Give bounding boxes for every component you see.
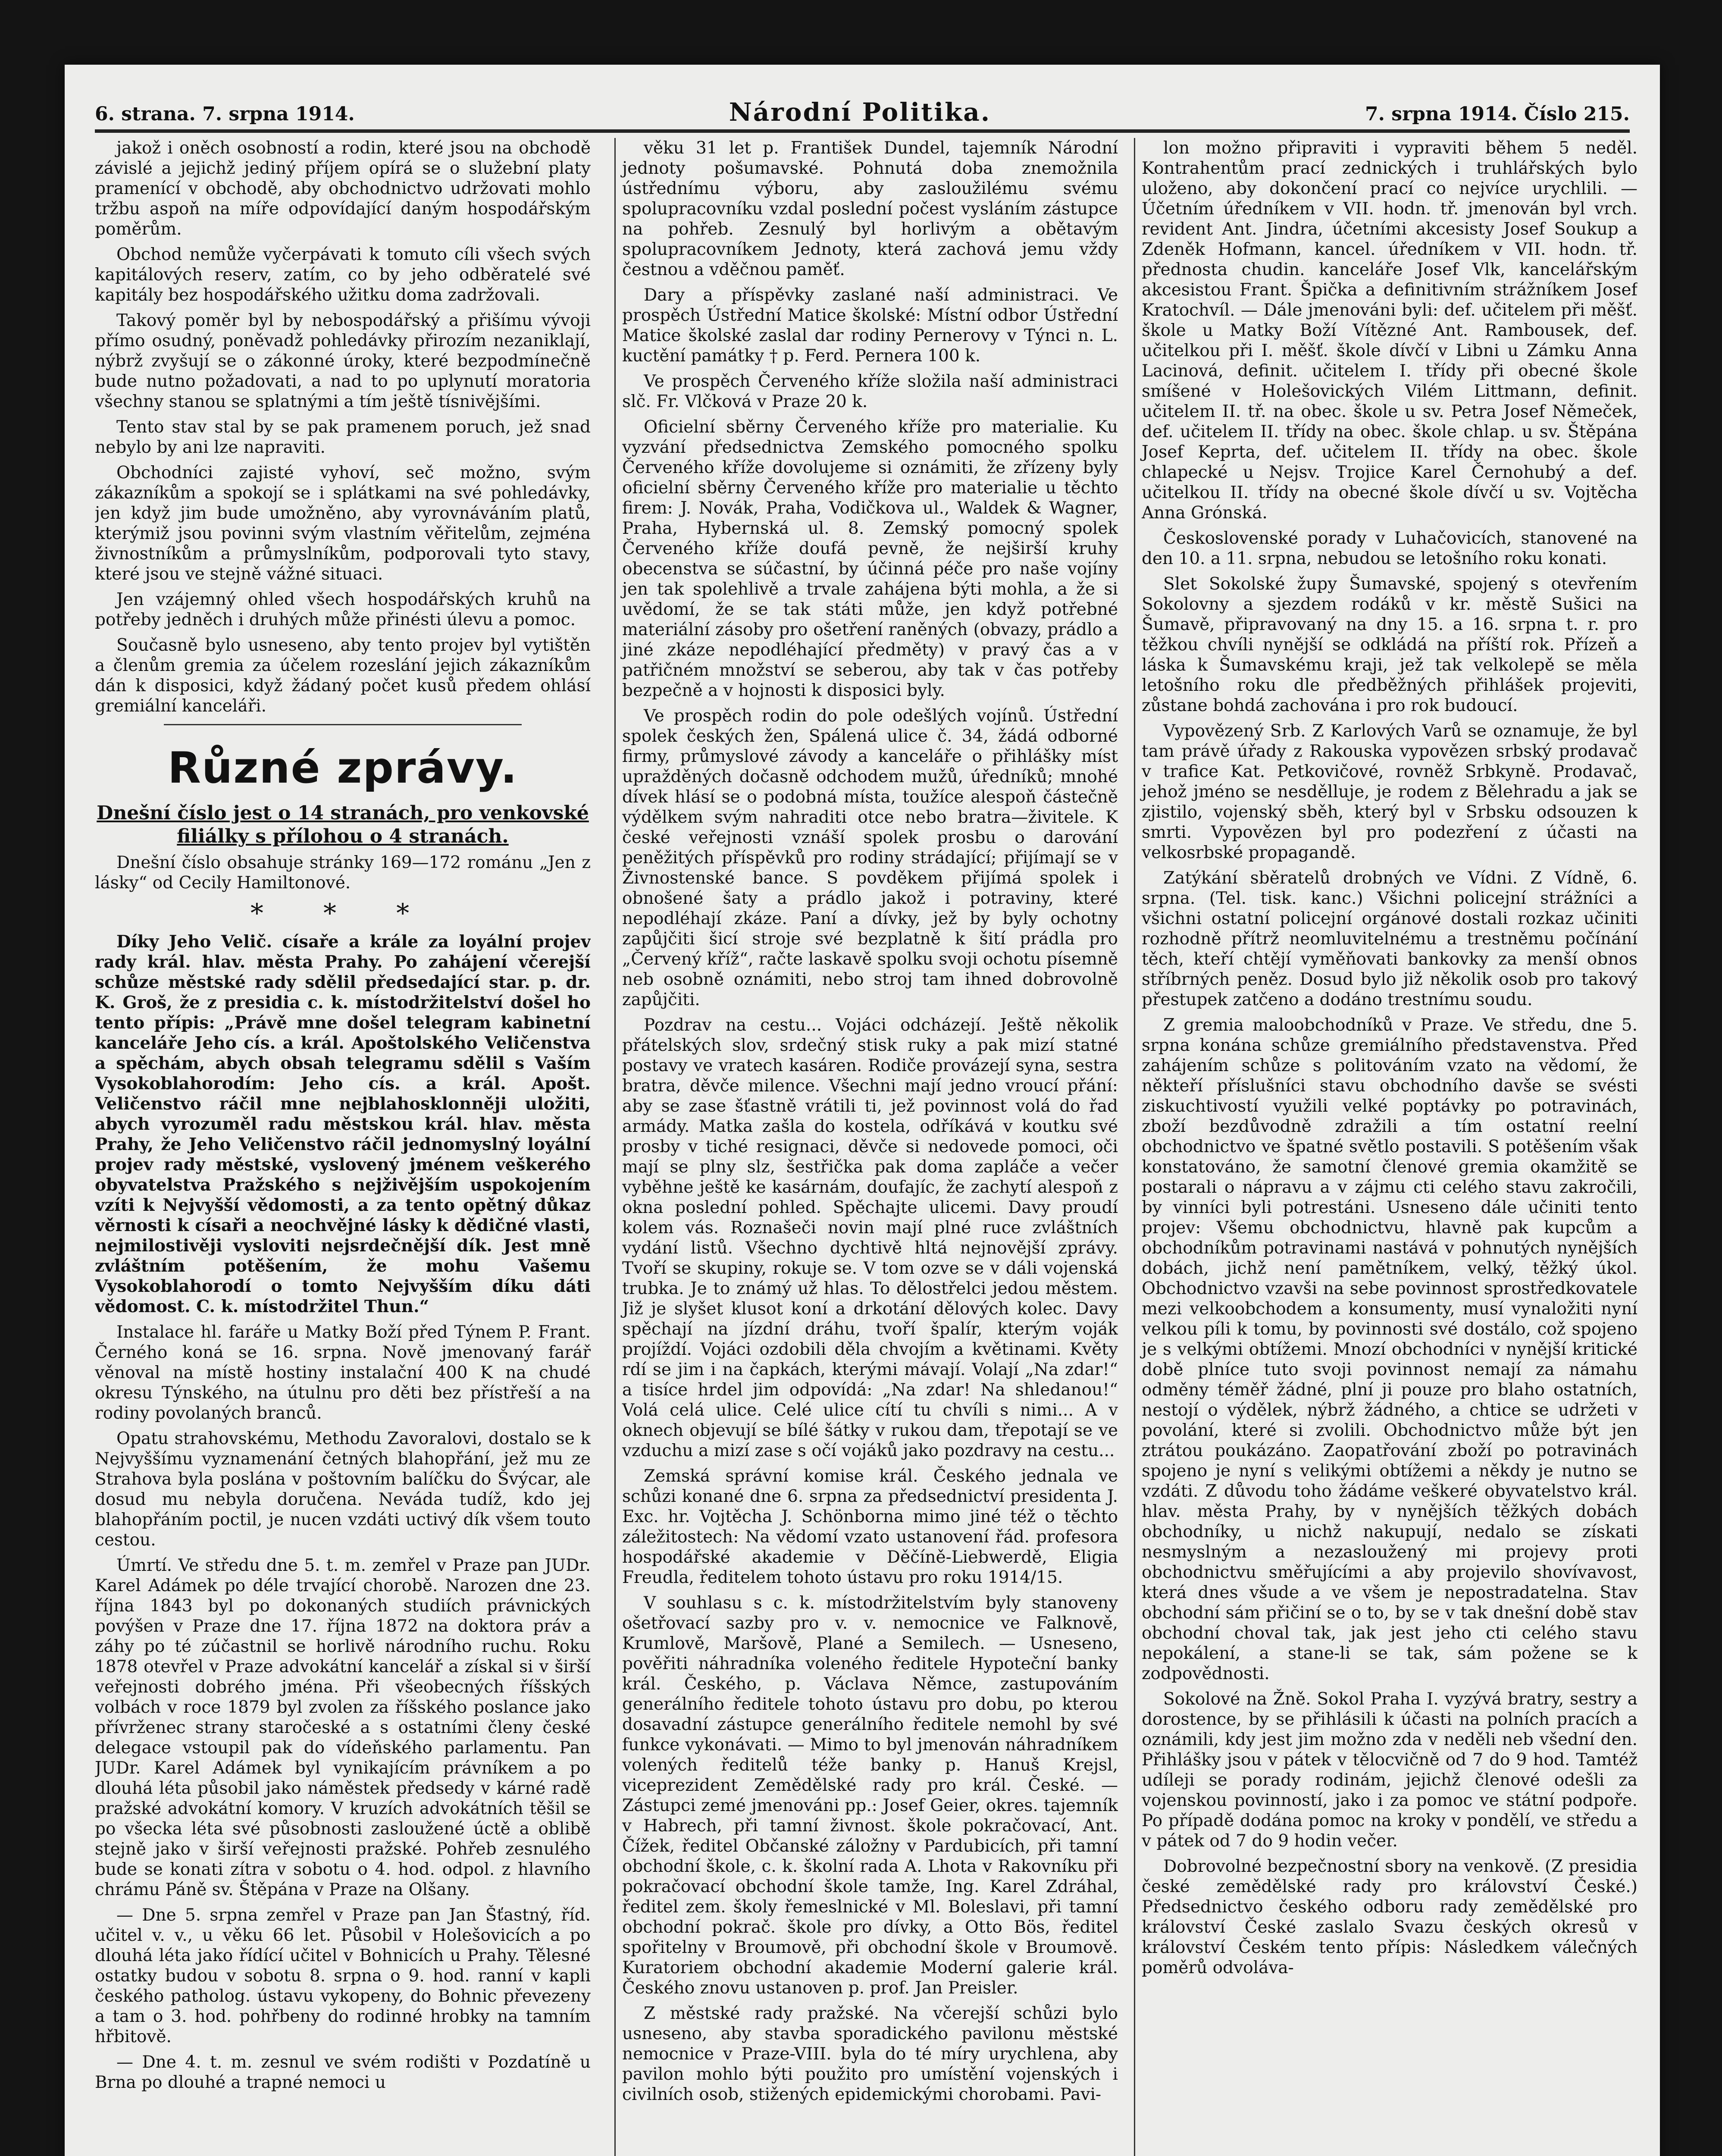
news-item: V souhlasu s c. k. místodržitelstvím byly stanoveny ošetřovací sazby pro v. v. nemocnice ve Falknově, Krumlově, Maršově, Plané a Semilech. — Usneseno, pověřiti náhradníka voleného ředitele Hypoteční banky král. Českého, p. Václava Němce, zastupováním generálního ředitele tohoto ústavu pro dobu, po kterou dosavadní zástupce generálního ředitele nemohl by své funkce vykonávati. — Mimo to byl jmenován náhradníkem volených ředitelů téže banky p. Hanuš Krejsl, viceprezident Zemědělské rady pro král. České. — Zástupci zemé jmenováni pp.: Josef Geier, okres. tajemník v Habrech, při tamní živnost. škole pokračovací, Ant. Čížek, ředitel Občanské záložny v Pardubicích, při tamní obchodní škole, c. k. školní rada A. Lhota v Rakovníku při pokračovací obchodní škole tamže, Ing. Karel Zdráhal, ředitel zem. školy řemeslnické v Ml. Boleslavi, při tamní obchodní pokrač. škole pro dívky, a Otto Bös, ředitel spořitelny v Broumově, při obchodní škole v Broumově. Kuratoriem obchodní akademie Moderní galerie král. Českého znovu ustanoven p. prof. Jan Preisler. bbox=[622, 1593, 1118, 1998]
news-item: Dobrovolné bezpečnostní sbory na venkově. (Z presidia české zemědělské rady pro království České.) Předsednictvo českého odboru rady zemědělské pro království České zaslalo Svazu českých okresů v království Českém tento přípis: Následkem válečných poměrů odvoláva- bbox=[1142, 1857, 1637, 1977]
section-title: Různé zprávy. bbox=[168, 743, 518, 793]
news-item: — Dne 5. srpna zemřel v Praze pan Jan Šťastný, říd. učitel v. v., u věku 66 let. Působil v Holešovicích a po dlouhá léta jako řídící učitel v Bohnicích u Prahy. Tělesné ostatky budou v sobotu 8. srpna o 9. hod. ranní v kapli českého patholog. ústavu vykopeny, do Bohnic převezeny a tam o 3. hod. pohřbeny do rodinné hrobky na tamním hřbitově. bbox=[95, 1905, 591, 2046]
article-paragraph: Jen vzájemný ohled všech hospodářských kruhů na potřeby jedněch i druhých může přinésti úlevu a pomoc. bbox=[95, 590, 591, 630]
news-item: Vypovězený Srb. Z Karlových Varů se oznamuje, že byl tam právě úřady z Rakouska vypovězen srbský prodavač v trafice Kat. Petkovičové, rovněž Srbkyně. Prodavač, jehož jméno se nesdělluje, je rodem z Bělehradu a jak se zjistilo, vojenský sběh, který byl v Srbsku odsouzen k smrti. Vypovězen byl pro podezření z účasti na velkosrbské propagandě. bbox=[1142, 721, 1637, 862]
news-item: — Dne 4. t. m. zesnul ve svém rodišti v Pozdatíně u Brna po dlouhé a trapné nemoci u bbox=[95, 2053, 591, 2092]
news-item: Oficielní sběrny Červeného kříže pro materialie. Ku vyzvání předsednictva Zemského pomocného spolku Červeného kříže dovolujeme si oznámiti, že zřízeny byly oficielní sběrny Červeného kříže pro materialie u těchto firem: J. Novák, Praha, Vodičkova ul., Waldek & Wagner, Praha, Hybernská ul. 8. Zemský pomocný spolek Červeného kříže doufá pevně, že nejširší kruhy obecenstva se súčastní, by účinná péče pro naše vojíny jen tak spolehlivě a trvale zahájena býti mohla, a že si uvědomí, že se tak státi může, jen když potřebné materiální zásoby pro ošetření raněných (obvazy, prádlo a jiné zkáze nepodléhající předměty) v pravý čas a v patřičném množství se seberou, aby tak v čas potřeby bezpečně a v hojnosti k disposici byly. bbox=[622, 417, 1118, 700]
news-item: Československé porady v Luhačovicích, stanovené na den 10. a 11. srpna, nebudou se letošního roku konati. bbox=[1142, 529, 1637, 568]
divider bbox=[164, 724, 522, 725]
news-item: Úmrtí. Ve středu dne 5. t. m. zemřel v Praze pan JUDr. Karel Adámek po déle trvající chorobě. Narozen dne 23. října 1843 byl po dokonaných studiích právnických povýšen v Praze dne 17. října 1872 na doktora práv a záhy po té zúčastnil se horlivě národního ruchu. Roku 1878 otevřel v Praze advokátní kancelář a získal si v širší veřejnosti dobrého jména. Při všeobecných říšských volbách v roce 1879 byl zvolen za říšského poslance jako přívrženec strany staročeské a s ostatními členy české delegace vstoupil pak do vídeňského parlamentu. Pan JUDr. Karel Adámek byl vynikajícím právníkem a po dlouhá léta působil jako náměstek předsedy v kárné radě pražské advokátní komory. V kruzích advokátních těšil se po všecka léta své působnosti zasloužené úctě a oblibě stejně jako v širší veřejnosti pražské. Pohřeb zesnulého bude se konati zítra v sobotu o 4. hod. odpol. z hlavního chrámu Páně sv. Štěpána v Praze na Olšany. bbox=[95, 1556, 591, 1899]
news-item: Díky Jeho Velič. císaře a krále za loyální projev rady král. hlav. města Prahy. Po zahájení včerejší schůze městské rady sdělil předsedající star. p. dr. K. Groš, že z presidia c. k. místodržitelství došel ho tento přípis: „Právě mne došel telegram kabinetní kanceláře Jeho cís. a král. Apoštolského Veličenstva a spěchám, abych obsah telegramu sdělil s Vaším Vysokoblahorodím: Jeho cís. a král. Apošt. Veličenstvo ráčil mne nejblahosklonněji uložiti, abych vyrozuměl radu městskou král. hlav. města Prahy, že Jeho Veličenstvo ráčil jednomyslný loyální projev rady městské, vyslovený jménem veškerého obyvatelstva Pražského s nejživějším uspokojením vzíti k Nejvyšší vědomosti, a za tento opětný důkaz věrnosti k císaři a neochvějné lásky k dědičné vlasti, nejmilostivěji vysloviti nejsrdečnější dík. Jest mně zvláštním potěšením, že mohu Vašemu Vysokoblahorodí o tomto Nejvyšším díku dáti vědomost. C. k. místodržitel Thun.“ bbox=[95, 932, 591, 1316]
article-paragraph: Současně bylo usneseno, aby tento projev byl vytištěn a členům gremia za účelem rozeslání jejich zákazníkům dán k disposici, když žádaný počet kusů předem ohlásí gremiální kanceláři. bbox=[95, 636, 591, 716]
column-3 bbox=[1134, 138, 1637, 2156]
article-paragraph: Tento stav stal by se pak pramenem poruch, jež snad nebylo by ani lze napraviti. bbox=[95, 417, 591, 457]
newspaper-page bbox=[65, 65, 1660, 2156]
column-2 bbox=[614, 138, 1118, 2156]
issue-date-number: 7. srpna 1914. Číslo 215. bbox=[1365, 103, 1630, 125]
news-item: lon možno připraviti i vypraviti během 5 neděl. Kontrahentům prací zednických i truhlářských bylo uloženo, aby dokončení prací co nejvíce urychlili. — Účetním úředníkem v VII. hodn. tř. jmenován byl vrch. revident Ant. Jindra, účetními akcesisty Josef Soukup a Zdeněk Hofmann, kancel. úředníkem v VII. hodn. tř. přednosta chudin. kanceláře Josef Vlk, kancelářským akcesistou Frant. Špička a definitivním strážníkem Josef Kratochvíl. — Dále jmenováni byli: def. učitelem při měšť. škole u Matky Boží Vítězné Ant. Rambousek, def. učitelkou při I. měšť. škole dívčí v Libni u Zámku Anna Lacinová, definit. učitelem I. třídy při obecné škole smíšené v Holešovických Vilém Littmann, definit. učitelem II. tř. na obec. škole u sv. Petra Josef Němeček, def. učitelem II. třídy na obec. škole chlap. u sv. Štěpána Josef Keprta, def. učitelem II. třídy na obec. škole chlapecké u Nejsv. Trojice Karel Černohubý a def. učitelkou II. třídy na obecné škole dívčí u sv. Vojtěcha Anna Grónská. bbox=[1142, 138, 1637, 523]
news-item: Zatýkání sběratelů drobných ve Vídni. Z Vídně, 6. srpna. (Tel. tisk. kanc.) Všichni policejní strážníci a všichni ostatní policejní orgánové dostali rozkaz učiniti rozhodně přítrž neomluvitelnému a trestněmu počínání těch, kteří chtějí vyměňovati bankovky za menší obnos stříbrných peněz. Dosud bylo již několik osob pro takový přestupek zatčeno a dodáno trestnímu soudu. bbox=[1142, 868, 1637, 1009]
news-item: Zemská správní komise král. Českého jednala ve schůzi konané dne 6. srpna za předsednictví presidenta J. Exc. hr. Vojtěcha J. Schönborna mimo jiné též o těchto záležitostech: Na vědomí vzato ustanovení řád. profesora hospodářské akademie v Děčíně-Liebwerdě, Eligia Freudla, ředitelem tohoto ústavu pro roku 1914/15. bbox=[622, 1467, 1118, 1587]
article-paragraph: Takový poměr byl by nebospodářský a přišímu vývoji přímo osudný, poněvadž pohledávky přirozím nezaniklají, nýbrž zvyšují se o zákonné úroky, které bezpodmínečně bude nutno požadovati, a nad to po uplynutí moratoria všechny stanou se splatnými a tím ještě tísnivějšími. bbox=[95, 311, 591, 411]
news-item: Dary a příspěvky zaslané naší administraci. Ve prospěch Ústřední Matice školské: Místní odbor Ústřední Matice školské zaslal dar rodiny Pernerovy v Týnci n. L. kuctění památky † p. Ferd. Pernera 100 k. bbox=[622, 285, 1118, 366]
news-item: Z městské rady pražské. Na včerejší schůzi bylo usneseno, aby stavba sporadického pavilonu městské nemocnice v Praze-VIII. byla do té míry urychlena, aby pavilon mohlo býti použito pro umístění vojenských i civilních osob, stižených epidemickými chorobami. Pavi- bbox=[622, 2004, 1118, 2104]
news-item: Pozdrav na cestu... Vojáci odcházejí. Ještě několik přátelských slov, srdečný stisk ruky a pak mizí statné postavy ve vratech kasáren. Rodiče provázejí syna, sestra bratra, děvče milence. Všechni mají jedno vroucí přání: aby se zase šťastně vrátili ti, jež povinnost volá do řad armády. Matka zašla do kostela, odříkává v koutku své prosby v tiché resignaci, děvče si nedovede pomoci, oči mají se plny slz, šestřička pak doma zapláče a večer vyběhne ještě ke kasárnám, doufajíc, že zachytí alespoň z okna poslední pohled. Spěchajte ulicemi. Davy proudí kolem vás. Roznašeči novin mají plné ruce zvláštních vydání listů. Všechno dychtivě hltá nejnovější zprávy. Tvoří se skupiny, rokuje se. V tom ozve se v dáli vojenská trubka. Je to známý už hlas. To dělostřelci jedou městem. Již je slyšet klusot koní a drkotání dělových kolec. Davy spěchají na jízdní dráhu, tvoří špalír, kterým voják projíždí. Vojáci ozdobili děla chvojím a květinami. Květy rdí se jim i na čapkách, kterými mávají. Volají „Na zdar!“ a tisíce hrdel jim odpovídá: „Na zdar! Na shledanou!“ Volá celá ulice. Celé ulice cítí tu chvíli s nimi... A v oknech objevují se bílé šátky v rukou dam, třepotají se ve vzduchu a mizí zase s očí vojáků jako pozdravy na cestu... bbox=[622, 1015, 1118, 1460]
asterism: * * * bbox=[250, 898, 435, 928]
article-paragraph: Obchodníci zajisté vyhoví, seč možno, svým zákazníkům a spokojí se i splátkami na své pohledávky, jen když jim bude umožněno, aby vyrovnáváním platů, kterýmiž jsou povinni svým vlastním věřitelům, zejména živnostníkům a průmyslníkům, podporovali tyto stavy, které jsou ve stejně vážné situaci. bbox=[95, 463, 591, 584]
news-item: věku 31 let p. František Dundel, tajemník Národní jednoty pošumavské. Pohnutá doba znemožnila ústřednímu výboru, aby zasloužilému svému spolupracovníku vzdal poslední počest vysláním zástupce na pohřeb. Zesnulý byl horlivým a obětavým spolupracovníkem Jednoty, která zachová jemu vždy čestnou a vděčnou paměť. bbox=[622, 138, 1118, 279]
news-item: Opatu strahovskému, Methodu Zavoralovi, dostalo se k Nejvyššímu vyznamenání četných blahopřání, jež mu ze Strahova byla poslána v poštovním balíčku do Švýcar, ale dosud mu nebyla doručena. Neváda tudíž, kdo jej blahopřáním poctil, je nucen vzdáti uctivý dík všem touto cestou. bbox=[95, 1429, 591, 1550]
news-item: Slet Sokolské župy Šumavské, spojený s otevřením Sokolovny a sjezdem rodáků v kr. městě Sušici na Šumavě, připravovaný na dny 15. a 16. srpna t. r. pro těžkou chvíli nynější se odkládá na příští rok. Přízeň a láska k Šumavskému kraji, jež tak velkolepě se měla letošního roku dle předběžných přihlášek projeviti, zůstane bohdá zachována i pro rok budoucí. bbox=[1142, 574, 1637, 715]
article-paragraph: Obchod nemůže vyčerpávati k tomuto cíli všech svých kapitálových reserv, zatím, co by jeho odběratelé své kapitály bez hospodářského užitku doma zadržovali. bbox=[95, 245, 591, 305]
news-item: Ve prospěch Červeného kříže složila naší administraci slč. Fr. Vlčková v Praze 20 k. bbox=[622, 372, 1118, 411]
news-item: Sokolové na Žně. Sokol Praha I. vyzývá bratry, sestry a dorostence, by se přihlásili k účasti na polních pracích a oznámili, kdy jest jim možno zda v neděli neb všední den. Přihlášky jsou v pátek v tělocvičně od 7 do 9 hod. Tamtéž udíleji se porady rodinám, jejichž členové odešli za vojenskou povinností, jako i za pomoc ve státní podpoře. Po případě dodána pomoc na kroky v pondělí, ve středu a v pátek od 7 do 9 hodin večer. bbox=[1142, 1689, 1637, 1851]
news-item: Instalace hl. faráře u Matky Boží před Týnem P. Frant. Černého koná se 16. srpna. Nově jmenovaný farář věnoval na místě hostiny instalační 400 K na chudé okresu Týnského, na útulnu pro děti bez přístřeší a na rodiny povolaných branců. bbox=[95, 1322, 591, 1423]
novel-notice: Dnešní číslo obsahuje stránky 169—172 románu „Jen z lásky“ od Cecily Hamiltonové. bbox=[95, 853, 591, 893]
article-paragraph: jakož i oněch osobností a rodin, které jsou na obchodě závislé a jejichž jediný příjem opírá se o služební platy pramenící v obchodě, aby obchodnictvo udržovati mohlo tržbu aspoň na míře odpovídající daným hospodářským poměrům. bbox=[95, 138, 591, 239]
issue-notice: Dnešní číslo jest o 14 stranách, pro venkovské filiálky s přílohou o 4 stranách. bbox=[97, 802, 589, 847]
news-item: Ve prospěch rodin do pole odešlých vojínů. Ústřední spolek českých žen, Spálená ulice č. 34, žádá odborné firmy, průmyslové závody a kanceláře o přihlášky míst upražděných dočasně odchodem mužů, úředníků; mnohé dívek hlásí se o podobná místa, toužíce alespoň částečně výdělkem svým nahraditi otce nebo bratra—živitele. K české veřejnosti vznáší spolek prosbu o darování peněžitých příspěvků pro rodiny strádající; přijímají se v Živnostenské bance. S povděkem přijímá spolek i obnošené šaty a prádlo jakož i potraviny, které nepodléhají zkáze. Paní a dívky, jež by byly ochotny zapůjčiti šicí stroje své bezplatně k šití prádla pro „Červený kříž“, račte laskavě spolku svoji ochotu písemně neb osobně oznámiti, nebo stroj tam ihned dobrovolně zapůjčiti. bbox=[622, 706, 1118, 1009]
newspaper-title: Národní Politika. bbox=[729, 97, 991, 127]
page-number-date: 6. strana. 7. srpna 1914. bbox=[95, 103, 355, 125]
masthead bbox=[95, 91, 1630, 133]
column-1 bbox=[95, 138, 591, 2156]
news-item: Z gremia maloobchodníků v Praze. Ve středu, dne 5. srpna konána schůze gremiálního představenstva. Před zahájením schůze s politováním vzato na vědomí, že někteří příslušníci stavu obchodního davše se svésti ziskuchtivostí využili velké poptávky po potravinách, zboží bezdůvodně zdražili a tím ostatní reelní obchodnictvo ve špatné světlo postavili. S potěšením však konstatováno, že samotní členové gremia okamžitě se postarali o nápravu a v zájmu cti celého stavu zakročili, by vinníci byli potrestáni. Usneseno dále učiniti tento projev: Všemu obchodnictvu, hlavně pak kupcům a obchodníkům potravinami nastává v pohnutých nynějších dobách, jichž není pamětníkem, velký, těžký úkol. Obchodnictvo vzavši na sebe povinnost sprostředkovatele mezi velkoobchodem a konsumenty, musí vynaložiti nyní velkou píli k tomu, by povinnosti své dostálo, což spojeno je s velkými obtížemi. Mnozí obchodníci v nynější kritické době plníce tuto svoji povinnost nemají za námahu odměny téměř žádné, plní ji pouze pro blaho ostatních, nestojí o výdělek, nýbrž žádného, a chtice se udržeti v povolání, které si zvolili. Obchodnictvo může být jen ztrátou poukázáno. Zaopatřování zboží po potravinách spojeno je nyní s velikými obtížemi a někdy je nutno se vzdáti. Z důvodu toho žádáme veškeré obyvatelstvo král. hlav. města Prahy, by v nynějších těžkých dobách obchodníky, u nichž nakupují, nedalo se získati nesmyslným a nezasloužený mi projevy proti obchodnictvu směřujícími a aby projevilo shovívavost, která dnes všude a ve všem je nepostradatelna. Stav obchodní sám přičiní se o to, by se v tak dnešní době stav obchodní choval tak, jak jest jeho cti celého stavu nepokálení, a stane-li se tak, sám požene se k zodpovědnosti. bbox=[1142, 1015, 1637, 1683]
